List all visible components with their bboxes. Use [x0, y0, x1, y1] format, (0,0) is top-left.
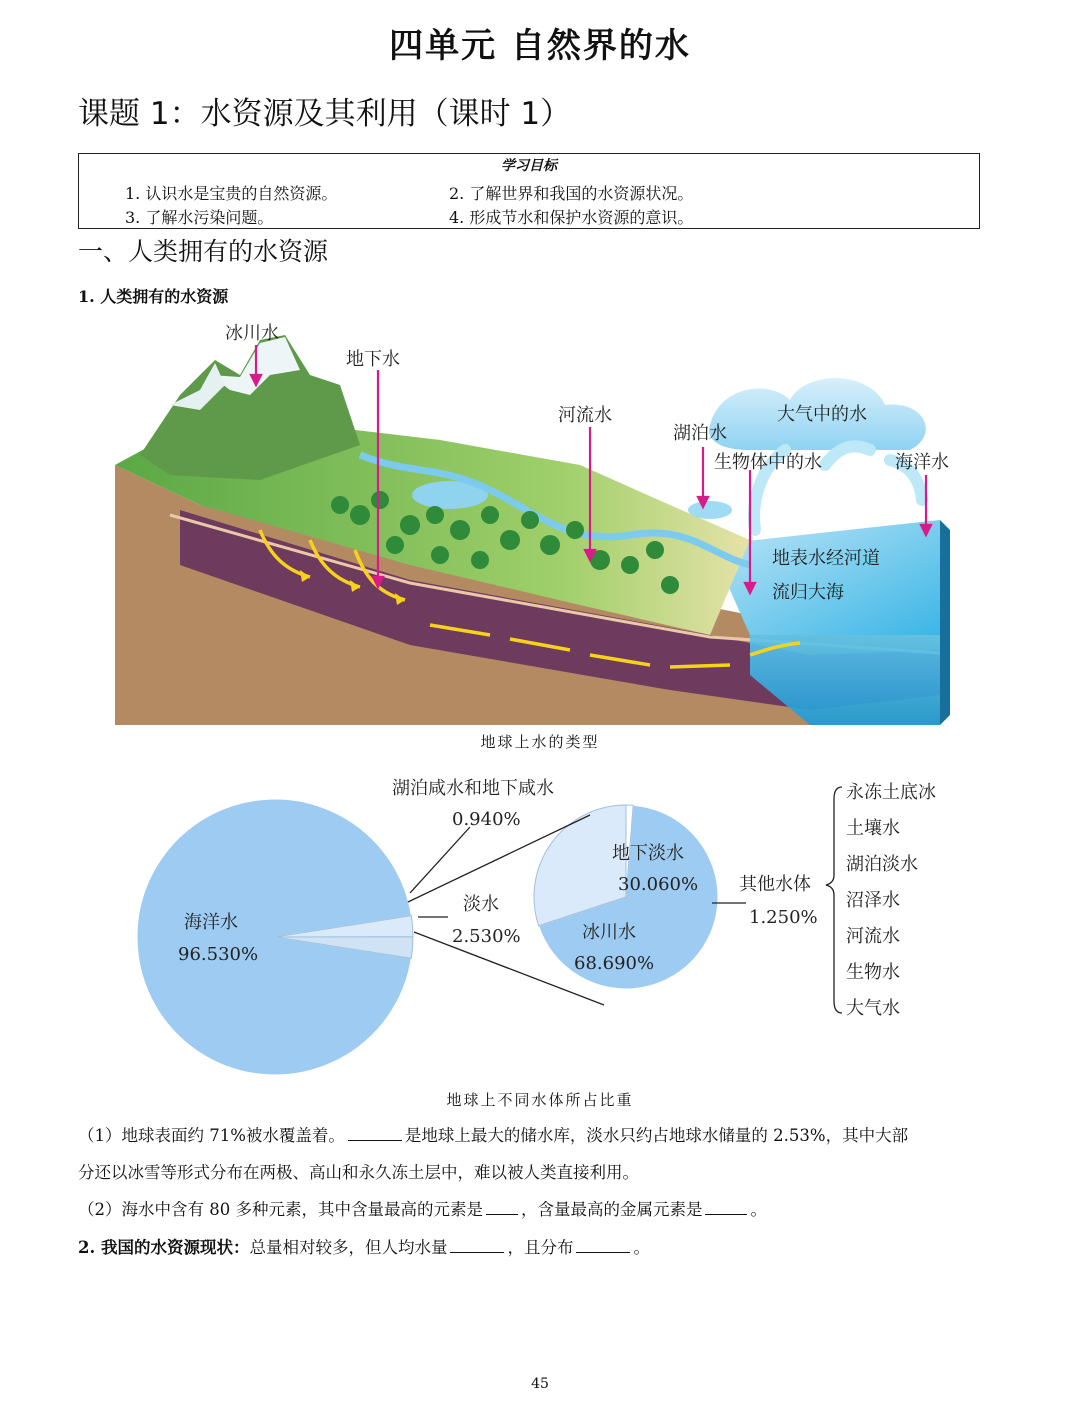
- label-ocean: 海洋水: [895, 452, 949, 473]
- other-value: 1.250%: [749, 907, 818, 928]
- fresh-value: 2.530%: [452, 926, 521, 947]
- page-title: 四单元 自然界的水: [389, 26, 691, 66]
- other-item: 永冻土底冰: [846, 782, 936, 803]
- pie-caption: 地球上不同水体所占比重: [446, 1091, 634, 1109]
- question-1-text: （1）地球表面约 71%被水覆盖着。: [78, 1126, 345, 1145]
- label-lake: 湖泊水: [673, 423, 727, 444]
- diagram-caption: 地球上水的类型: [480, 733, 600, 751]
- answer-blank[interactable]: [348, 1124, 402, 1141]
- section-2-text: 总量相对较多，但人均水量: [249, 1238, 448, 1257]
- glacier-label: 冰川水: [582, 922, 636, 943]
- water-distribution-chart: [0, 765, 1080, 1085]
- other-label: 其他水体: [739, 874, 811, 895]
- subsection-heading: 1. 人类拥有的水资源: [78, 287, 229, 306]
- question-2-text: ，含量最高的金属元素是: [520, 1200, 703, 1219]
- question-2: [78, 1198, 767, 1222]
- question-1-line-1: [78, 1124, 908, 1148]
- objective-item: 4. 形成节水和保护水资源的意识。: [449, 208, 694, 227]
- objective-item: 3. 了解水污染问题。: [125, 208, 274, 227]
- other-item: 土壤水: [846, 818, 900, 839]
- ocean-surface: [710, 520, 940, 635]
- lesson-title: 课题 1：水资源及其利用（课时 1）: [78, 96, 572, 132]
- label-river: 河流水: [558, 405, 612, 426]
- other-item: 湖泊淡水: [846, 854, 918, 875]
- other-item: 沼泽水: [846, 890, 900, 911]
- other-item: 生物水: [846, 962, 900, 983]
- question-2-text: 。: [750, 1200, 767, 1219]
- answer-blank[interactable]: [705, 1198, 747, 1215]
- label-glacier: 冰川水: [225, 323, 279, 344]
- page-number: 45: [531, 1376, 549, 1392]
- label-biological: 生物体中的水: [714, 452, 822, 473]
- saline-label: 湖泊咸水和地下咸水: [392, 778, 554, 799]
- pie-total-water: [137, 799, 413, 1075]
- section-2: [78, 1236, 650, 1260]
- section-2-label: 2. 我国的水资源现状：: [78, 1238, 250, 1257]
- ocean-label: 海洋水: [184, 912, 238, 933]
- objectives-box: [78, 153, 980, 229]
- water-types-diagram: [110, 315, 950, 730]
- label-atmosphere: 大气中的水: [777, 404, 867, 425]
- label-groundwater: 地下水: [346, 349, 400, 370]
- label-runoff-2: 流归大海: [772, 582, 844, 603]
- groundfresh-value: 30.060%: [618, 874, 699, 895]
- answer-blank[interactable]: [486, 1198, 518, 1215]
- section-2-text: 。: [633, 1238, 650, 1257]
- other-item: 大气水: [846, 998, 900, 1019]
- glacier-value: 68.690%: [574, 953, 655, 974]
- other-item: 河流水: [846, 926, 900, 947]
- answer-blank[interactable]: [576, 1236, 630, 1253]
- groundfresh-label: 地下淡水: [612, 843, 684, 864]
- fresh-label: 淡水: [463, 894, 499, 915]
- answer-blank[interactable]: [450, 1236, 504, 1253]
- ocean-value: 96.530%: [178, 944, 259, 965]
- objectives-title: 学习目标: [501, 158, 557, 174]
- question-1-line-2: 分还以冰雪等形式分布在两极、高山和永久冻土层中，难以被人类直接利用。: [78, 1163, 639, 1182]
- other-bracket: [826, 787, 842, 1013]
- section-heading: 一、人类拥有的水资源: [78, 237, 329, 266]
- question-2-text: （2）海水中含有 80 多种元素，其中含量最高的元素是: [78, 1200, 483, 1219]
- question-1-text: 是地球上最大的储水库，淡水只约占地球水储量的 2.53%，其中大部: [404, 1126, 909, 1145]
- saline-value: 0.940%: [452, 809, 521, 830]
- section-2-text: ，且分布: [507, 1238, 574, 1257]
- objective-item: 2. 了解世界和我国的水资源状况。: [449, 184, 694, 203]
- label-runoff-1: 地表水经河道: [772, 548, 880, 569]
- objective-item: 1. 认识水是宝贵的自然资源。: [125, 184, 338, 203]
